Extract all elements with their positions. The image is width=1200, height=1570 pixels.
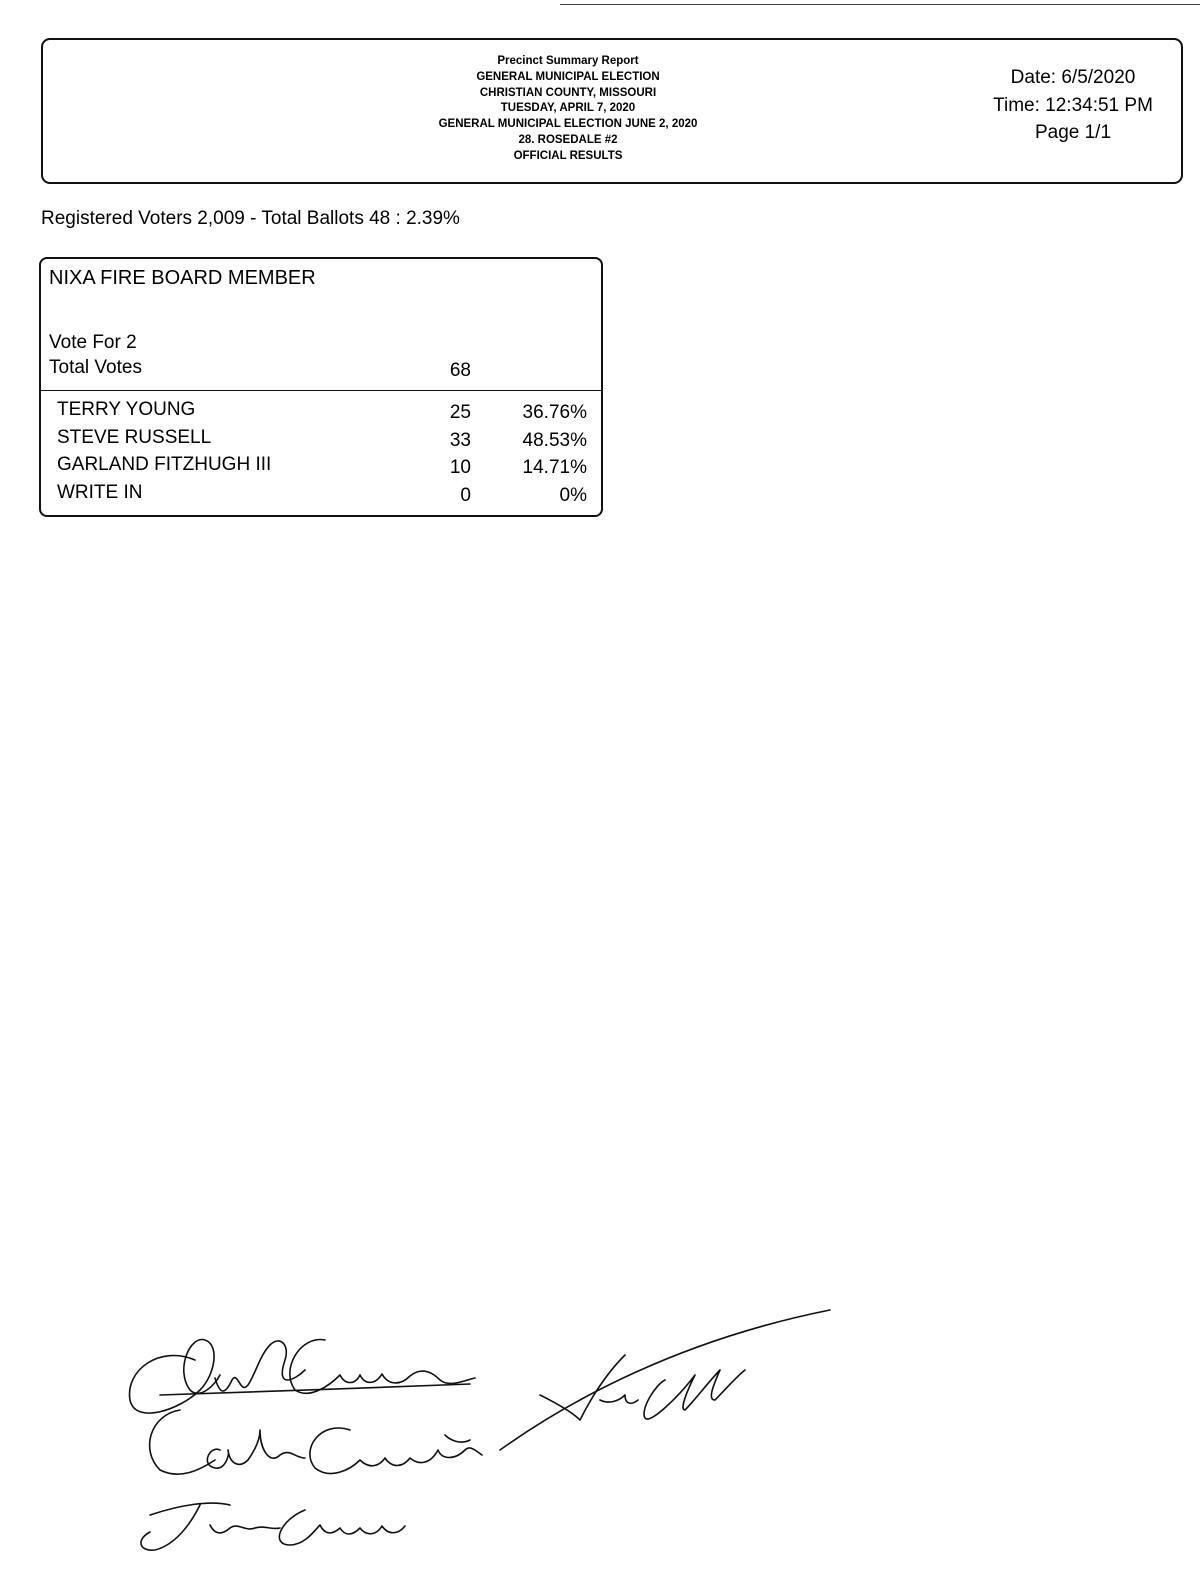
candidate-row — [41, 427, 601, 455]
candidate-percent: 48.53% — [522, 430, 587, 451]
candidate-votes: 25 — [449, 402, 471, 423]
candidate-percent: 36.76% — [522, 402, 587, 423]
report-date: Date: 6/5/2020 — [1010, 67, 1136, 88]
candidate-row — [41, 482, 601, 510]
signature-4 — [500, 1310, 830, 1450]
report-time: Time: 12:34:51 PM — [993, 94, 1153, 116]
election-name: GENERAL MUNICIPAL ELECTION — [476, 70, 660, 83]
candidate-percent: 14.71% — [522, 457, 587, 478]
signature-2 — [150, 1410, 482, 1474]
signatures — [120, 1300, 840, 1570]
table-divider — [41, 390, 601, 391]
candidate-votes: 33 — [449, 430, 471, 451]
precinct-name: 28. ROSEDALE #2 — [518, 133, 618, 146]
candidate-name: GARLAND FITZHUGH III — [57, 454, 272, 475]
candidate-votes: 10 — [449, 457, 471, 478]
signature-3 — [141, 1503, 405, 1550]
report-title: Precinct Summary Report — [497, 55, 639, 67]
report-title-block — [343, 54, 793, 165]
results-status: OFFICIAL RESULTS — [513, 149, 623, 162]
turnout-summary: Registered Voters 2,009 - Total Ballots 48 : 2.39% — [41, 208, 460, 229]
signature-1 — [130, 1340, 475, 1414]
vote-for-label: Vote For 2 — [49, 332, 137, 353]
election-date: TUESDAY, APRIL 7, 2020 — [500, 102, 636, 115]
report-header — [41, 38, 1183, 184]
top-edge-line — [560, 4, 1200, 5]
total-votes-value: 68 — [449, 360, 471, 381]
page-number: Page 1/1 — [1034, 122, 1112, 143]
candidate-name: STEVE RUSSELL — [57, 427, 212, 448]
contest-table — [39, 257, 603, 517]
county-name: CHRISTIAN COUNTY, MISSOURI — [479, 86, 657, 99]
candidate-row — [41, 399, 601, 427]
candidate-name: TERRY YOUNG — [57, 399, 196, 420]
candidate-percent: 0% — [559, 485, 587, 506]
total-votes-label: Total Votes — [49, 357, 142, 378]
election-subtitle: GENERAL MUNICIPAL ELECTION JUNE 2, 2020 — [438, 118, 698, 131]
report-meta — [973, 64, 1173, 147]
contest-title: NIXA FIRE BOARD MEMBER — [49, 267, 316, 289]
candidate-votes: 0 — [460, 485, 471, 506]
candidate-name: WRITE IN — [57, 482, 143, 503]
candidate-row — [41, 454, 601, 482]
